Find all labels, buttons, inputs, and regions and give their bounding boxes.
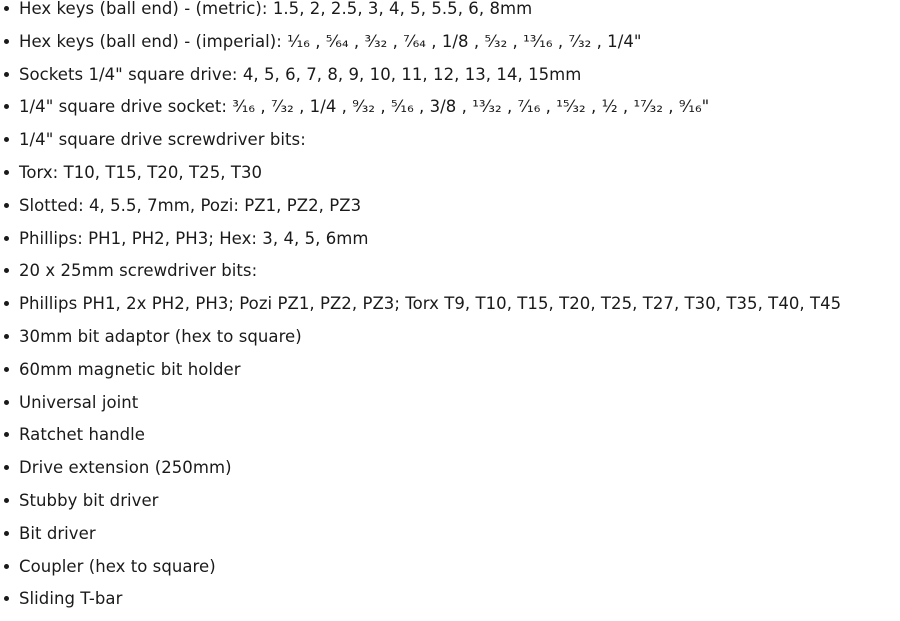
list-item-text: Drive extension (250mm) xyxy=(19,458,232,478)
bullet-icon xyxy=(4,531,9,536)
list-item xyxy=(0,523,900,556)
list-item-text: Coupler (hex to square) xyxy=(19,556,216,576)
list-item-text: Phillips PH1, 2x PH2, PH3; Pozi PZ1, PZ2, PZ3; Torx T9, T10, T15, T20, T25, T27, T30, T35, T40, T45 xyxy=(19,294,842,314)
list-item xyxy=(0,162,900,195)
bullet-icon xyxy=(4,432,9,437)
list-item xyxy=(0,260,900,293)
list-item-text: Hex keys (ball end) - (imperial): ¹⁄₁₆ , ⁵⁄₆₄ , ³⁄₃₂ , ⁷⁄₆₄ , 1/8 , ⁵⁄₃₂ , ¹³⁄₁₆ , ⁷⁄₃₂ , 1/4" xyxy=(19,31,642,51)
list-item xyxy=(0,556,900,589)
list-item xyxy=(0,195,900,228)
list-item-text: 1/4" square drive socket: ³⁄₁₆ , ⁷⁄₃₂ , 1/4 , ⁹⁄₃₂ , ⁵⁄₁₆ , 3/8 , ¹³⁄₃₂ , ⁷⁄₁₆ , ¹⁵⁄₃₂ , ½ , ¹⁷⁄₃₂ , ⁹⁄₁₆" xyxy=(19,97,710,117)
list-item xyxy=(0,228,900,261)
list-item xyxy=(0,96,900,129)
list-item xyxy=(0,326,900,359)
list-item-text: Sliding T-bar xyxy=(19,589,123,609)
bullet-icon xyxy=(4,170,9,175)
bullet-icon xyxy=(4,596,9,601)
bullet-icon xyxy=(4,498,9,503)
bullet-icon xyxy=(4,367,9,372)
list-item xyxy=(0,31,900,64)
bullet-icon xyxy=(4,301,9,306)
list-item xyxy=(0,129,900,162)
bullet-icon xyxy=(4,39,9,44)
list-item xyxy=(0,392,900,425)
bullet-icon xyxy=(4,137,9,142)
bullet-icon xyxy=(4,236,9,241)
list-item-text: Slotted: 4, 5.5, 7mm, Pozi: PZ1, PZ2, PZ3 xyxy=(19,195,362,215)
list-item xyxy=(0,588,900,621)
bullet-icon xyxy=(4,104,9,109)
list-item-text: 60mm magnetic bit holder xyxy=(19,359,241,379)
list-item-text: Ratchet handle xyxy=(19,425,146,445)
bullet-icon xyxy=(4,6,9,11)
list-item-text: 20 x 25mm screwdriver bits: xyxy=(19,261,258,281)
list-item xyxy=(0,359,900,392)
bullet-icon xyxy=(4,203,9,208)
list-item xyxy=(0,424,900,457)
list-item-text: Bit driver xyxy=(19,523,96,543)
list-item xyxy=(0,490,900,523)
list-item-text: Stubby bit driver xyxy=(19,490,159,510)
list-item xyxy=(0,293,900,326)
bullet-icon xyxy=(4,334,9,339)
list-item-text: 30mm bit adaptor (hex to square) xyxy=(19,326,302,346)
list-item xyxy=(0,64,900,97)
list-item-text: Torx: T10, T15, T20, T25, T30 xyxy=(19,162,263,182)
list-item xyxy=(0,457,900,490)
bullet-icon xyxy=(4,400,9,405)
list-item-text: Hex keys (ball end) - (metric): 1.5, 2, 2.5, 3, 4, 5, 5.5, 6, 8mm xyxy=(19,0,533,18)
list-item-text: Sockets 1/4" square drive: 4, 5, 6, 7, 8, 9, 10, 11, 12, 13, 14, 15mm xyxy=(19,64,582,84)
bullet-icon xyxy=(4,72,9,77)
bullet-icon xyxy=(4,564,9,569)
list-item-text: 1/4" square drive screwdriver bits: xyxy=(19,130,306,150)
list-item-text: Phillips: PH1, PH2, PH3; Hex: 3, 4, 5, 6mm xyxy=(19,228,369,248)
bullet-icon xyxy=(4,268,9,273)
bullet-icon xyxy=(4,465,9,470)
list-item xyxy=(0,0,900,31)
list-item-text: Universal joint xyxy=(19,392,139,412)
